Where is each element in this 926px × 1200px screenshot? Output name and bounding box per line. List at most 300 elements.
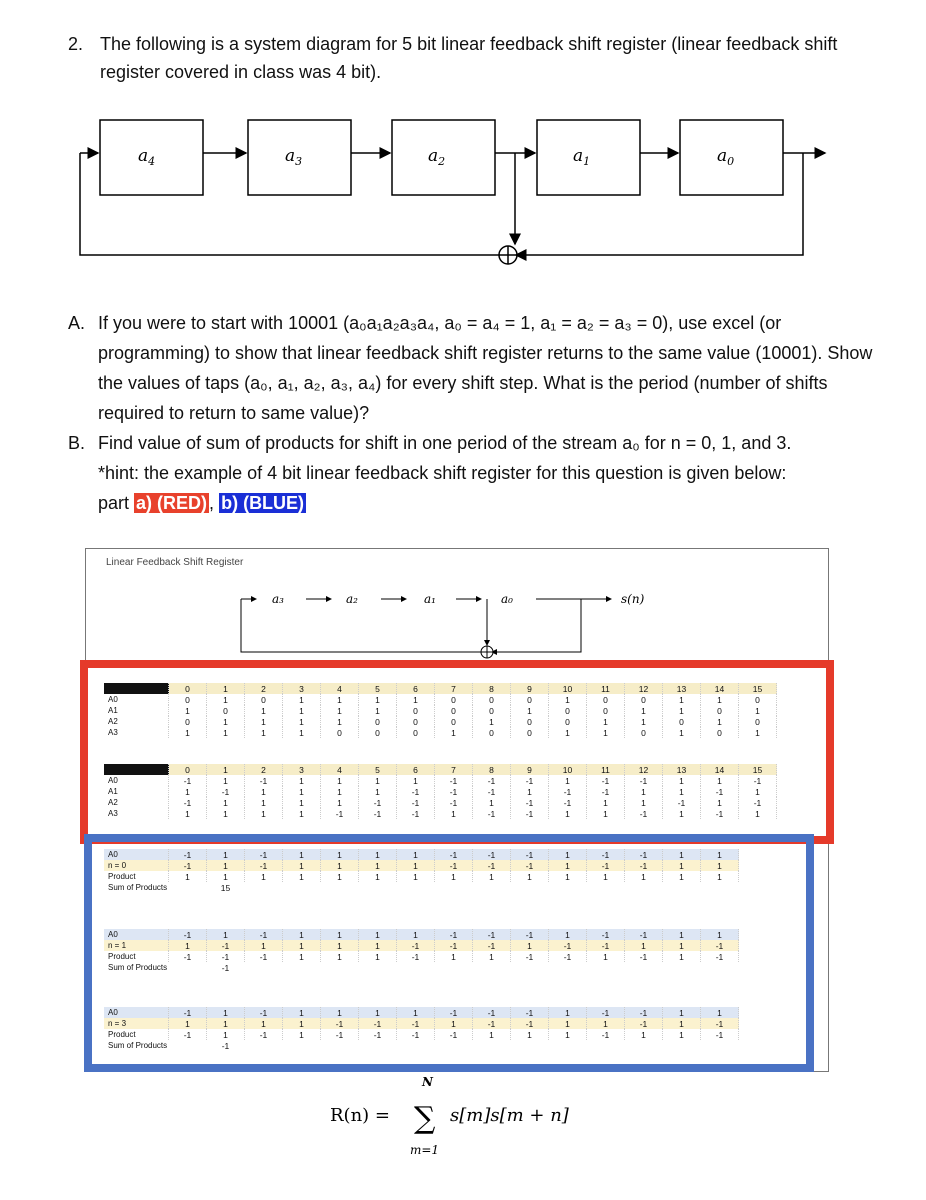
table-cell: 2 (245, 683, 283, 694)
table-cell: 1 (321, 940, 359, 951)
table-cell: 1 (321, 860, 359, 871)
table-cell: 1 (283, 797, 321, 808)
table-cell: -1 (587, 940, 625, 951)
table-cell: -1 (245, 1029, 283, 1040)
table-cell: 1 (283, 849, 321, 860)
table-cell: -1 (397, 1029, 435, 1040)
table-cell: 1 (587, 951, 625, 962)
table-cell: -1 (701, 1029, 739, 1040)
table-cell: 1 (283, 727, 321, 738)
table-cell: -1 (549, 786, 587, 797)
table-cell: -1 (169, 860, 207, 871)
table-cell: 1 (359, 929, 397, 940)
table-cell: -1 (701, 940, 739, 951)
table-cell: -1 (473, 775, 511, 786)
table-cell: -1 (435, 1029, 473, 1040)
table-cell: -1 (169, 849, 207, 860)
table-cell: -1 (397, 1018, 435, 1029)
table-cell: 1 (359, 786, 397, 797)
table-cell: 0 (511, 694, 549, 705)
table-cell: 11 (587, 764, 625, 775)
table-cell: -1 (169, 1007, 207, 1018)
table-cell: -1 (435, 786, 473, 797)
table-cell: 1 (625, 1029, 663, 1040)
table-cell: -1 (511, 929, 549, 940)
mini-output-s: s(n) (621, 592, 645, 606)
sheet-title: Linear Feedback Shift Register (106, 557, 244, 568)
table-cell: 1 (283, 940, 321, 951)
table-cell: 1 (283, 1007, 321, 1018)
table-cell: 1 (473, 871, 511, 882)
table-cell: -1 (701, 808, 739, 819)
table-cell: 1 (283, 929, 321, 940)
table-cell: -1 (587, 775, 625, 786)
table-cell: 0 (625, 694, 663, 705)
table-cell: 1 (207, 1018, 245, 1029)
row-label: A0 (104, 694, 169, 705)
svg-text:a4: $a_4$ (138, 146, 156, 168)
sum-label: Sum of Products (108, 883, 168, 892)
table-cell: 1 (207, 808, 245, 819)
table-cell: -1 (549, 940, 587, 951)
question-text: The following is a system diagram for 5 bit linear feedback shift register (linear feedback shift register covered in class was 4 bit). (100, 34, 838, 82)
table-cell: 0 (359, 716, 397, 727)
table-cell: 1 (549, 871, 587, 882)
row-label: A2 (104, 716, 169, 727)
table-cell: 1 (701, 775, 739, 786)
table-cell: 0 (511, 716, 549, 727)
table-cell: -1 (245, 1007, 283, 1018)
table-cell: 1 (245, 786, 283, 797)
table-cell: -1 (473, 808, 511, 819)
part-b-label: B. (68, 433, 86, 453)
table-cell: 1 (397, 860, 435, 871)
table-cell: 1 (397, 775, 435, 786)
table-cell: 1 (549, 727, 587, 738)
table-cell: 1 (283, 705, 321, 716)
table-cell: -1 (245, 849, 283, 860)
table-cell: 1 (625, 940, 663, 951)
table-cell: 1 (663, 1018, 701, 1029)
table-cell: 1 (207, 727, 245, 738)
table-cell: 1 (663, 929, 701, 940)
table-cell: 1 (549, 860, 587, 871)
table-cell: 1 (435, 871, 473, 882)
table-cell: 1 (549, 775, 587, 786)
table-cell: 1 (435, 951, 473, 962)
formula-lhs: R(n) = (330, 1105, 390, 1126)
table-cell: 1 (245, 716, 283, 727)
table-cell: 1 (587, 808, 625, 819)
table-cell: 5 (359, 683, 397, 694)
table-cell: 1 (207, 849, 245, 860)
table-cell: -1 (435, 775, 473, 786)
table-cell: -1 (473, 929, 511, 940)
table-cell: -1 (701, 786, 739, 797)
table-cell: 5 (359, 764, 397, 775)
table-cell: 0 (587, 694, 625, 705)
table-cell: 0 (435, 705, 473, 716)
table-cell: 0 (245, 694, 283, 705)
row-label: A1 (104, 786, 169, 797)
table-cell: -1 (397, 808, 435, 819)
table-cell: -1 (397, 951, 435, 962)
row-label: Product (104, 951, 169, 962)
table-cell: 1 (283, 786, 321, 797)
svg-text:a3: $a_3$ (285, 146, 303, 168)
table-cell: -1 (321, 1029, 359, 1040)
row-label: A0 (104, 929, 169, 940)
table-cell: 1 (169, 786, 207, 797)
table-cell: -1 (473, 940, 511, 951)
table-cell: 0 (397, 705, 435, 716)
table-cell: 1 (283, 1029, 321, 1040)
sum-value: -1 (221, 1040, 230, 1051)
table-cell: 1 (663, 940, 701, 951)
sum-value: -1 (221, 962, 230, 973)
table-cell: 0 (739, 694, 777, 705)
question-header (68, 30, 888, 86)
table-cell: 0 (169, 764, 207, 775)
table-cell: 1 (587, 727, 625, 738)
table-cell: -1 (739, 797, 777, 808)
table-cell: 1 (739, 727, 777, 738)
table-cell: 1 (701, 694, 739, 705)
table-cell: -1 (321, 808, 359, 819)
mini-reg-a3: a₃ (272, 592, 284, 606)
table-cell: 3 (283, 683, 321, 694)
table-cell: 1 (435, 727, 473, 738)
table-cell: 1 (169, 727, 207, 738)
table-cell: -1 (397, 797, 435, 808)
table-cell: 0 (701, 727, 739, 738)
table-cell: -1 (625, 808, 663, 819)
table-cell: 14 (701, 764, 739, 775)
table-cell: 0 (169, 694, 207, 705)
part-a-text: If you were to start with 10001 (a₀a₁a₂a₃a₄, a₀ = a₄ = 1, a₁ = a₂ = a₃ = 0), use excel (or programming) to show that linear feedback shift register returns to the same value (10001). Show the values of taps (a₀, a₁, a₂, a₃, a₄) for every shift step. What is the period (number of shifts required to return to same value)? (98, 313, 873, 423)
table-cell: 1 (625, 871, 663, 882)
table-cell: -1 (435, 797, 473, 808)
lfsr-4bit-diagram (236, 579, 696, 669)
table-cell: -1 (359, 797, 397, 808)
table-cell: 1 (587, 871, 625, 882)
table-cell: 0 (169, 683, 207, 694)
table-cell: 1 (245, 871, 283, 882)
table-cell: 1 (207, 860, 245, 871)
table-cell: 1 (701, 871, 739, 882)
table-cell: -1 (511, 860, 549, 871)
table-cell: 3 (283, 764, 321, 775)
table-cell: 8 (473, 764, 511, 775)
table-cell: 0 (207, 705, 245, 716)
table-cell: 1 (511, 940, 549, 951)
table-cell: 1 (359, 940, 397, 951)
table-cell: 1 (245, 797, 283, 808)
table-cell: 1 (321, 849, 359, 860)
table-cell: 7 (435, 683, 473, 694)
part-a (68, 308, 888, 428)
table-cell: 1 (207, 764, 245, 775)
sigma-symbol: ∑ (414, 1101, 436, 1136)
mini-reg-a2: a₂ (346, 592, 358, 606)
table-cell: -1 (625, 1018, 663, 1029)
table-cell: 1 (473, 1029, 511, 1040)
table-cell: -1 (359, 1018, 397, 1029)
table-cell: 1 (359, 951, 397, 962)
table-cell: -1 (473, 849, 511, 860)
table-cell: -1 (587, 786, 625, 797)
table-cell: -1 (587, 860, 625, 871)
table-cell: 11 (587, 683, 625, 694)
table-cell: 1 (549, 1029, 587, 1040)
row-label: A0 (104, 849, 169, 860)
table-cell: -1 (435, 860, 473, 871)
table-cell: 0 (511, 727, 549, 738)
table-cell: 1 (663, 786, 701, 797)
table-cell: 15 (739, 683, 777, 694)
table-cell: -1 (169, 1029, 207, 1040)
table-cell: 1 (587, 1018, 625, 1029)
table-cell: 1 (663, 871, 701, 882)
table-cell: 1 (473, 951, 511, 962)
table-cell: -1 (245, 860, 283, 871)
table-cell: 0 (473, 694, 511, 705)
table-cell: -1 (511, 775, 549, 786)
table-cell: 1 (473, 797, 511, 808)
table-cell: 1 (245, 727, 283, 738)
table-cell: -1 (321, 1018, 359, 1029)
blue-highlight-box (84, 834, 814, 1072)
table-cell: -1 (625, 951, 663, 962)
table-cell: 1 (549, 1007, 587, 1018)
table-cell: -1 (359, 1029, 397, 1040)
mini-reg-a1: a₁ (424, 592, 436, 606)
mini-reg-a0: a₀ (501, 592, 513, 606)
table-cell: -1 (473, 786, 511, 797)
row-label: A1 (104, 705, 169, 716)
table-cell: 1 (359, 705, 397, 716)
table-cell: 1 (663, 727, 701, 738)
table-cell: 6 (397, 764, 435, 775)
table-cell: 1 (663, 694, 701, 705)
table-cell: 0 (587, 705, 625, 716)
row-label: Product (104, 1029, 169, 1040)
table-cell: 1 (549, 808, 587, 819)
table-cell: 1 (169, 871, 207, 882)
table-cell: -1 (587, 1029, 625, 1040)
table-cell: 1 (169, 705, 207, 716)
table-cell: 1 (359, 1007, 397, 1018)
table-cell: 1 (321, 705, 359, 716)
table-cell: 0 (435, 716, 473, 727)
table-cell: -1 (397, 940, 435, 951)
table-cell: 4 (321, 683, 359, 694)
row-label: A3 (104, 727, 169, 738)
table-cell: 1 (663, 860, 701, 871)
table-cell: 1 (283, 860, 321, 871)
row-label: A0 (104, 775, 169, 786)
table-cell: -1 (625, 849, 663, 860)
autocorrelation-formula (330, 1072, 650, 1162)
table-cell: 1 (435, 808, 473, 819)
table-cell: 4 (321, 764, 359, 775)
table-cell: 1 (549, 1018, 587, 1029)
table-cell: 1 (321, 716, 359, 727)
table-cell: 1 (321, 786, 359, 797)
table-cell: -1 (549, 797, 587, 808)
table-cell: 1 (625, 797, 663, 808)
table-cell: 1 (701, 797, 739, 808)
table-cell: 1 (701, 716, 739, 727)
table-cell: 1 (397, 929, 435, 940)
table-cell: -1 (511, 1018, 549, 1029)
table-cell: 1 (397, 871, 435, 882)
table-cell: -1 (207, 940, 245, 951)
table-cell: 1 (397, 1007, 435, 1018)
table-cell: -1 (207, 951, 245, 962)
table-cell: -1 (245, 929, 283, 940)
table-cell: 1 (701, 929, 739, 940)
table-cell: 0 (739, 716, 777, 727)
table-cell: 1 (663, 849, 701, 860)
table-cell: -1 (169, 775, 207, 786)
table-cell: -1 (473, 1007, 511, 1018)
table-cell: 1 (321, 797, 359, 808)
table-cell: 1 (321, 694, 359, 705)
table-cell: 1 (587, 716, 625, 727)
table-cell: 13 (663, 683, 701, 694)
table-cell: 1 (169, 1018, 207, 1029)
table-cell: 14 (701, 683, 739, 694)
table-cell: -1 (511, 849, 549, 860)
formula-lower-limit: m=1 (410, 1143, 440, 1157)
table-cell: 1 (283, 716, 321, 727)
table-cell: 1 (549, 929, 587, 940)
table-cell: -1 (435, 1007, 473, 1018)
table-cell: 1 (283, 871, 321, 882)
table-cell: 1 (321, 1007, 359, 1018)
table-cell: 1 (511, 871, 549, 882)
table-cell: 1 (207, 1029, 245, 1040)
table-cell: 1 (549, 694, 587, 705)
table-cell: 1 (321, 951, 359, 962)
table-cell: 15 (739, 764, 777, 775)
table-cell: 1 (207, 775, 245, 786)
table-cell: -1 (359, 808, 397, 819)
table-cell: 1 (739, 786, 777, 797)
table-cell: 0 (663, 716, 701, 727)
table-cell: 0 (169, 716, 207, 727)
table-cell: 1 (663, 1007, 701, 1018)
red-label: a) (RED) (136, 493, 208, 513)
table-cell: 1 (207, 929, 245, 940)
table-cell: 0 (549, 705, 587, 716)
table-cell: 0 (701, 705, 739, 716)
row-label: n = 1 (104, 940, 169, 951)
blue-label: b) (BLUE) (221, 493, 305, 513)
table-cell: 1 (397, 849, 435, 860)
table-cell: -1 (587, 849, 625, 860)
sum-label: Sum of Products (108, 1041, 168, 1050)
table-cell: 1 (207, 694, 245, 705)
table-cell: 1 (587, 797, 625, 808)
table-cell: 1 (207, 797, 245, 808)
table-cell: 0 (549, 716, 587, 727)
table-cell: 1 (397, 694, 435, 705)
table-cell: 1 (511, 705, 549, 716)
table-cell: 1 (625, 786, 663, 797)
table-cell: -1 (245, 775, 283, 786)
table-cell: -1 (549, 951, 587, 962)
table-cell: 0 (397, 716, 435, 727)
table-cell: 0 (435, 694, 473, 705)
table-cell: -1 (245, 951, 283, 962)
table-cell: -1 (625, 929, 663, 940)
table-cell: -1 (435, 929, 473, 940)
table-cell: -1 (511, 951, 549, 962)
svg-text:a1: $a_1$ (573, 146, 591, 168)
table-cell: 1 (283, 951, 321, 962)
table-cell: 1 (701, 849, 739, 860)
table-cell: 13 (663, 764, 701, 775)
table-cell: 0 (625, 727, 663, 738)
table-cell: 1 (663, 951, 701, 962)
table-cell: 1 (359, 860, 397, 871)
table-cell: -1 (397, 786, 435, 797)
table-cell: 0 (473, 727, 511, 738)
table-cell: 1 (283, 775, 321, 786)
part-b-line1: Find value of sum of products for shift in one period of the stream a₀ for n = 0, 1, and 3. (98, 433, 792, 453)
table-cell: 10 (549, 683, 587, 694)
part-a-label: A. (68, 313, 86, 333)
table-cell: 1 (549, 849, 587, 860)
table-cell: 1 (169, 940, 207, 951)
table-cell: -1 (169, 797, 207, 808)
table-cell: 1 (245, 940, 283, 951)
table-cell: 1 (663, 775, 701, 786)
table-cell: 1 (283, 808, 321, 819)
table-cell: 0 (397, 727, 435, 738)
table-cell: 1 (359, 775, 397, 786)
formula-summand: s[m]s[m + n] (450, 1105, 569, 1126)
sum-label: Sum of Products (108, 963, 168, 972)
table-cell: -1 (473, 860, 511, 871)
table-cell: 1 (359, 694, 397, 705)
row-label: n = 3 (104, 1018, 169, 1029)
lfsr-5bit-diagram (70, 115, 830, 275)
table-cell: 2 (245, 764, 283, 775)
table-cell: -1 (625, 775, 663, 786)
table-cell: 1 (359, 871, 397, 882)
question-number: 2. (68, 34, 84, 54)
table-cell: 1 (207, 871, 245, 882)
table-cell: -1 (169, 951, 207, 962)
table-cell: 1 (359, 849, 397, 860)
table-cell: -1 (587, 929, 625, 940)
table-cell: 0 (359, 727, 397, 738)
table-cell: 1 (207, 683, 245, 694)
table-cell: 1 (663, 808, 701, 819)
table-cell: 10 (549, 764, 587, 775)
table-cell: 8 (473, 683, 511, 694)
table-cell: 1 (663, 705, 701, 716)
table-cell: 0 (321, 727, 359, 738)
table-cell: 1 (169, 808, 207, 819)
table-cell: -1 (739, 775, 777, 786)
part-b-legend: part a) (RED) , b) (BLUE) (98, 493, 305, 513)
table-cell: 1 (511, 786, 549, 797)
table-cell: 9 (511, 764, 549, 775)
